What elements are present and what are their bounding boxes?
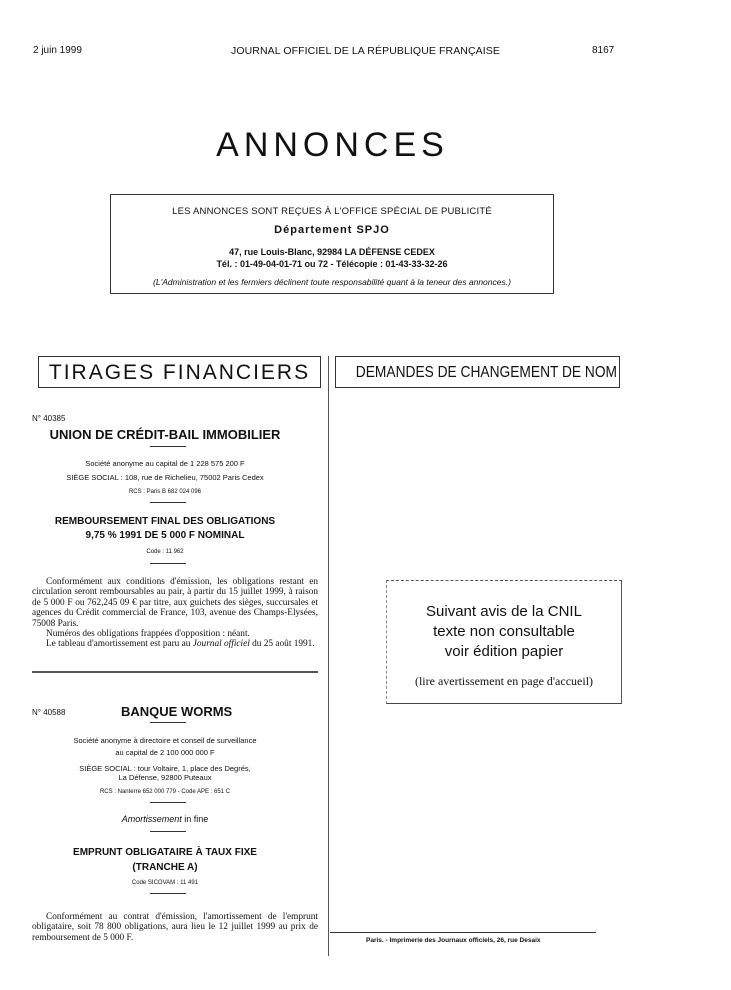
notice-line-1: LES ANNONCES SONT REÇUES À L'OFFICE SPÉCIAL DE PUBLICITÉ — [172, 206, 492, 217]
annonce-1-body — [32, 577, 318, 650]
column-divider — [328, 356, 329, 956]
notice-address: 47, rue Louis-Blanc, 92984 LA DÉFENSE CEDEX — [229, 247, 435, 257]
annonce-2-rule-2 — [150, 802, 186, 803]
annonce-2-number: N° 40588 — [32, 708, 66, 717]
annonce-2-forme: Société anonyme à directoire et conseil de surveillance — [73, 736, 257, 745]
annonce-2-heading-2: (TRANCHE A) — [132, 862, 198, 873]
annonce-2-siege: SIÈGE SOCIAL : tour Voltaire, 1, place des Degrés, — [79, 764, 251, 773]
annonce-1-code: Code : 11 962 — [146, 549, 184, 555]
cnil-notice-box — [386, 580, 622, 704]
annonce-1-paragraph-3 — [32, 639, 318, 649]
annonce-1-rcs: RCS : Paris B 682 024 096 — [128, 489, 202, 495]
notice-disclaimer: (L'Administration et les fermiers déclinent toute responsabilité quant à la teneur des annonces.) — [153, 277, 511, 287]
notice-phone: Tél. : 01-49-04-01-71 ou 72 - Télécopie : 01-43-33-32-26 — [216, 259, 448, 269]
cnil-line-1: Suivant avis de la CNIL — [426, 603, 582, 620]
cnil-line-3: voir édition papier — [444, 643, 564, 660]
section-left-title: TIRAGES FINANCIERS — [48, 361, 311, 384]
annonce-2-company: BANQUE WORMS — [121, 704, 233, 719]
annonce-1-heading-2: 9,75 % 1991 DE 5 000 F NOMINAL — [85, 530, 245, 541]
annonce-2-rule-3 — [150, 831, 186, 832]
section-right-title: DEMANDES DE CHANGEMENT DE NOM — [355, 364, 618, 381]
annonce-2-body — [32, 912, 318, 943]
annonce-2-amortissement — [30, 814, 300, 824]
section-changement-de-nom — [335, 356, 620, 388]
annonce-1-journal-officiel: Journal officiel — [192, 639, 250, 650]
annonce-1-capital: Société anonyme au capital de 1 228 575 200 F — [85, 459, 245, 468]
imprint-line: Paris. - Imprimerie des Journaux officiels, 26, rue Desaix — [366, 937, 541, 944]
page-title: ANNONCES — [216, 126, 449, 164]
annonce-1-paragraph-2: Numéros des obligations frappées d'opposition : néant. — [46, 629, 250, 640]
annonce-2-capital: au capital de 2 100 000 000 F — [115, 748, 215, 757]
notice-department: Département SPJO — [274, 224, 390, 236]
annonce-1-heading-1: REMBOURSEMENT FINAL DES OBLIGATIONS — [54, 516, 276, 527]
header-page-number: 8167 — [592, 45, 615, 56]
annonce-1-rule-3 — [150, 563, 186, 564]
annonce-2-rule-4 — [150, 893, 186, 894]
annonce-1-company: UNION DE CRÉDIT-BAIL IMMOBILIER — [49, 427, 281, 442]
annonce-2-siege-ville: La Défense, 92800 Puteaux — [118, 773, 212, 782]
annonce-1-siege: SIÈGE SOCIAL : 108, rue de Richelieu, 75002 Paris Cedex — [66, 473, 264, 482]
annonce-1-para3-end: du 25 août 1991. — [249, 639, 315, 650]
annonce-2-paragraph-1: Conformément au contrat d'émission, l'amortissement de l'emprunt obligataire, soit 78 800 obligations, aura lieu le 12 juillet 1999 au prix de remboursement de 5 000 F. — [32, 912, 318, 943]
annonce-separator — [32, 671, 318, 673]
header-journal-title: JOURNAL OFFICIEL DE LA RÉPUBLIQUE FRANÇAISE — [231, 45, 500, 57]
annonce-2-amort-label: Amortissement — [121, 814, 182, 824]
footer-rule — [330, 932, 596, 933]
annonce-2-rule-1 — [150, 722, 186, 723]
annonce-2-heading-1: EMPRUNT OBLIGATAIRE À TAUX FIXE — [73, 847, 257, 858]
publicity-notice-box — [110, 194, 554, 294]
annonce-1-para3-start: Le tableau d'amortissement est paru au — [46, 639, 193, 650]
annonce-1-number: N° 40385 — [32, 414, 66, 423]
annonce-2-code: Code SICOVAM : 11 491 — [131, 880, 199, 886]
annonce-2-amort-infine: in fine — [181, 814, 209, 824]
cnil-line-4: (lire avertissement en page d'accueil) — [414, 674, 594, 688]
annonce-1-rule-1 — [150, 446, 186, 447]
annonce-1-paragraph-1: Conformément aux conditions d'émission, les obligations restant en circulation seront remboursables au pair, à partir du 15 juillet 1999, à raison de 5 000 F ou 762,245 09 € par titre, aux guichets des sièges, succursales et agences du Crédit commercial de France, 103, avenue des Champs-Elysées, 75008 Paris. — [32, 577, 318, 629]
annonce-2-rcs: RCS : Nanterre 652 000 779 - Code APE : 651 C — [99, 789, 231, 795]
section-tirages-financiers — [38, 356, 321, 388]
header-date: 2 juin 1999 — [33, 45, 82, 56]
annonce-1-rule-2 — [150, 502, 186, 503]
cnil-line-2: texte non consultable — [433, 623, 575, 640]
